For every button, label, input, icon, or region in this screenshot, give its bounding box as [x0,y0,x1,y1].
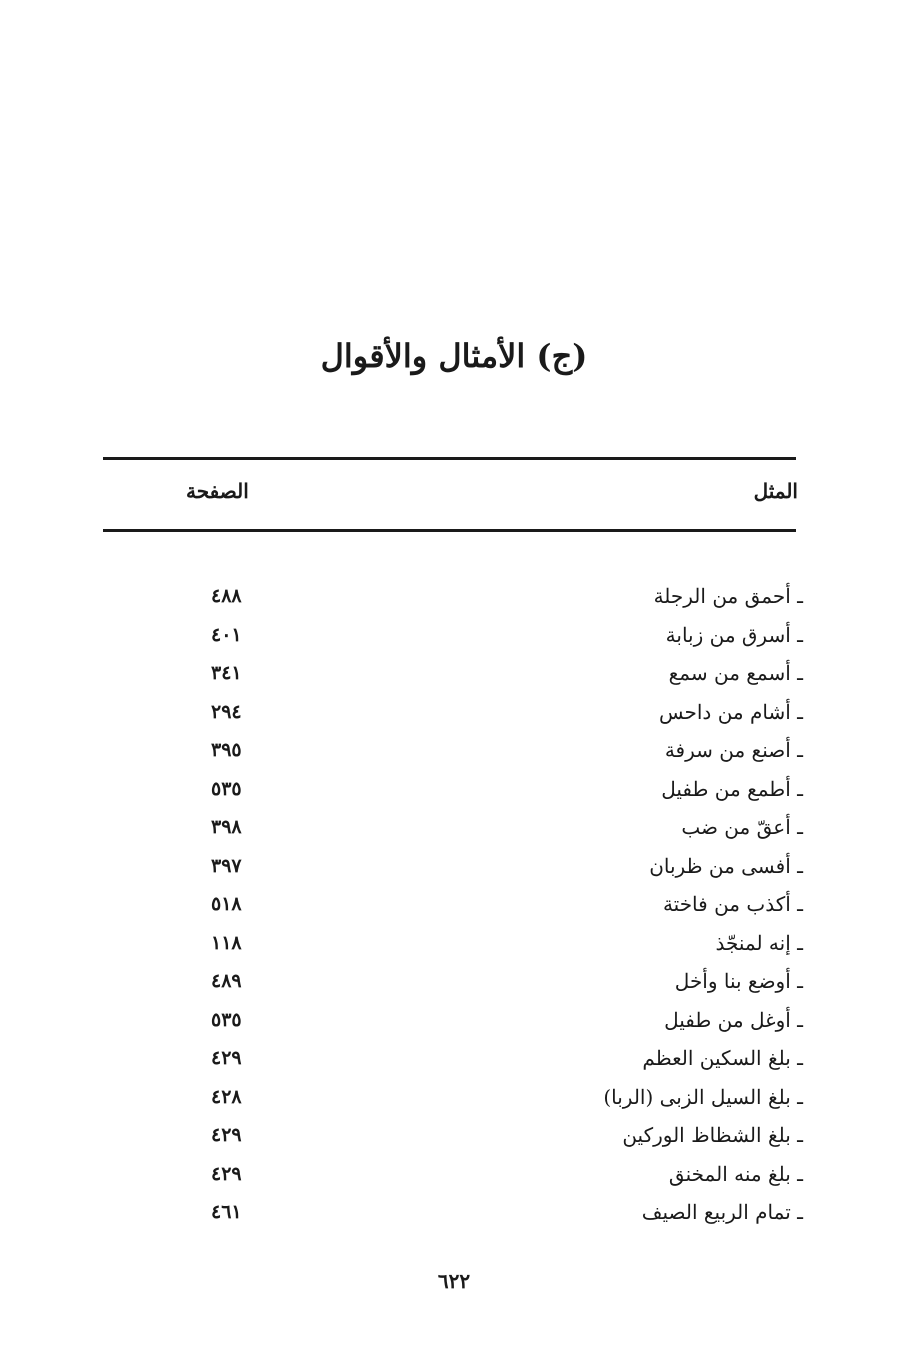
proverb-text: ـ أوضع بنا وأخل [674,969,803,993]
list-item [103,848,803,887]
page-number: ٤٢٩ [211,1047,242,1069]
page-number: ٣٩٥ [211,739,242,761]
list-item [103,578,803,617]
proverb-text: ـ بلغ السيل الزبى (الربا) [603,1084,803,1109]
proverb-text: ـ أفسى من ظربان [649,853,803,878]
page-number: ٣٤١ [211,662,242,684]
proverb-text: ـ أسرق من زبابة [665,622,803,647]
proverb-text: ـ أطمع من طفيل [661,776,803,801]
list-item [103,809,803,848]
proverb-text: ـ أحمق من الرجلة [653,584,803,608]
top-rule [103,457,796,460]
list-item [103,1156,803,1195]
proverb-text: ـ أكذب من فاختة [662,892,803,916]
proverb-text: ـ تمام الربيع الصيف [641,1200,803,1224]
page-number: ١١٨ [211,931,242,954]
proverb-text: ـ بلغ السكين العظم [642,1046,803,1070]
list-item [103,925,803,964]
proverb-text: ـ أشام من داحس [659,699,803,724]
page-number: ٣٩٧ [211,854,242,877]
proverb-text: ـ أسمع من سمع [668,661,803,685]
section-title: (ج) الأمثال والأقوال [320,337,588,375]
list-item [103,1194,803,1233]
header-rule [103,529,796,532]
list-item [103,1002,803,1041]
page-number: ٤٠١ [211,623,242,646]
page-number: ٤٢٩ [211,1124,242,1146]
page-number: ٤٨٨ [211,585,242,607]
list-item [103,1117,803,1156]
proverb-text: ـ أعقّ من ضب [681,815,803,839]
page-number: ٢٩٤ [211,700,242,723]
page-number: ٤٦١ [211,1201,242,1223]
page-number: ٥٣٥ [211,777,242,800]
list-item [103,1040,803,1079]
list-item [103,655,803,694]
page-number: ٤٨٩ [211,970,242,992]
list-item [103,617,803,656]
page-number: ٥٣٥ [211,1008,242,1031]
proverb-list [103,578,803,1233]
list-item [103,694,803,733]
list-item [103,1079,803,1118]
page-number: ٣٩٨ [211,816,242,838]
page-number: ٥١٨ [211,893,242,915]
list-item [103,732,803,771]
proverb-text: ـ بلغ منه المخنق [668,1161,803,1186]
list-item [103,963,803,1002]
column-header-page: الصفحة [186,479,249,503]
column-header-proverb: المثل [753,479,798,503]
page-number: ٤٢٨ [211,1085,242,1108]
folio-page-number: ٦٢٢ [437,1269,471,1293]
proverb-text: ـ أوغل من طفيل [664,1007,803,1032]
list-item [103,771,803,810]
proverb-text: ـ بلغ الشظاظ الوركين [622,1123,803,1147]
proverb-text: ـ إنه لمنجّذ [715,930,803,955]
page-number: ٤٢٩ [211,1162,242,1185]
list-item [103,886,803,925]
proverb-text: ـ أصنع من سرفة [664,738,803,762]
